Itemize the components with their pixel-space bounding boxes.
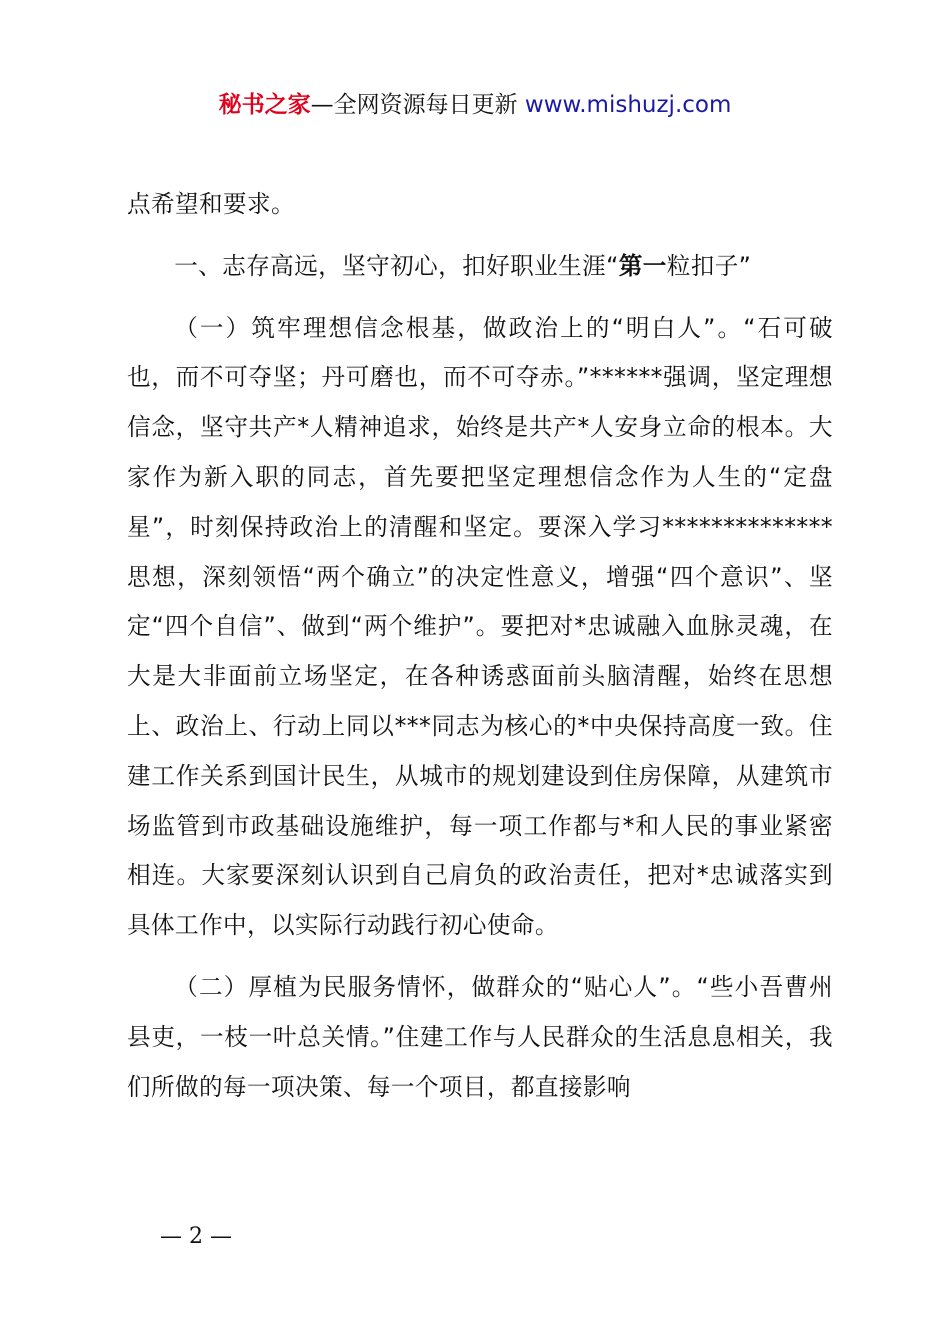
paragraph-continuation: 点希望和要求。 [127, 190, 295, 218]
document-body [127, 180, 833, 1112]
paragraph-subsection-1: （一）筑牢理想信念根基，做政治上的“明白人”。“石可破也，而不可夺坚；丹可磨也，而不可夺赤。”******强调，坚定理想信念，坚守共产*人精神追求，始终是共产*人安身立命的根本。大家作为新入职的同志，首先要把坚定理想信念作为人生的“定盘星”，时刻保持政治上的清醒和坚定。要深入学习**************思想，深刻领悟“两个确立”的决定性意义，增强“四个意识”、坚定“四个自信”、做到“两个维护”。要把对*忠诚融入血脉灵魂，在大是大非面前立场坚定，在各种诱惑面前头脑清醒，始终在思想上、政治上、行动上同以***同志为核心的*中央保持高度一致。住建工作关系到国计民生，从城市的规划建设到住房保障，从建筑市场监管到市政基础设施维护，每一项工作都与*和人民的事业紧密相连。大家要深刻认识到自己肩负的政治责任，把对*忠诚落实到具体工作中，以实际行动践行初心使命。 [127, 313, 833, 940]
page-number: — 2 — [160, 1224, 232, 1249]
section-heading-bold: 第一 [618, 251, 667, 280]
site-header [0, 88, 950, 122]
section-heading-tail: 粒扣子” [666, 251, 752, 280]
header-tagline: —全网资源每日更新 [310, 92, 525, 118]
brand-name: 秘书之家 [218, 92, 311, 118]
section-heading [127, 242, 833, 292]
section-heading-text: 一、志存高远，坚守初心，扣好职业生涯“ [174, 251, 619, 280]
header-url: www.mishuzj.com [524, 92, 732, 118]
paragraph-subsection-2: （二）厚植为民服务情怀，做群众的“贴心人”。“些小吾曹州县吏，一枝一叶总关情。”住建工作与人民群众的生活息息相关，我们所做的每一项决策、每一个项目，都直接影响 [127, 972, 833, 1101]
